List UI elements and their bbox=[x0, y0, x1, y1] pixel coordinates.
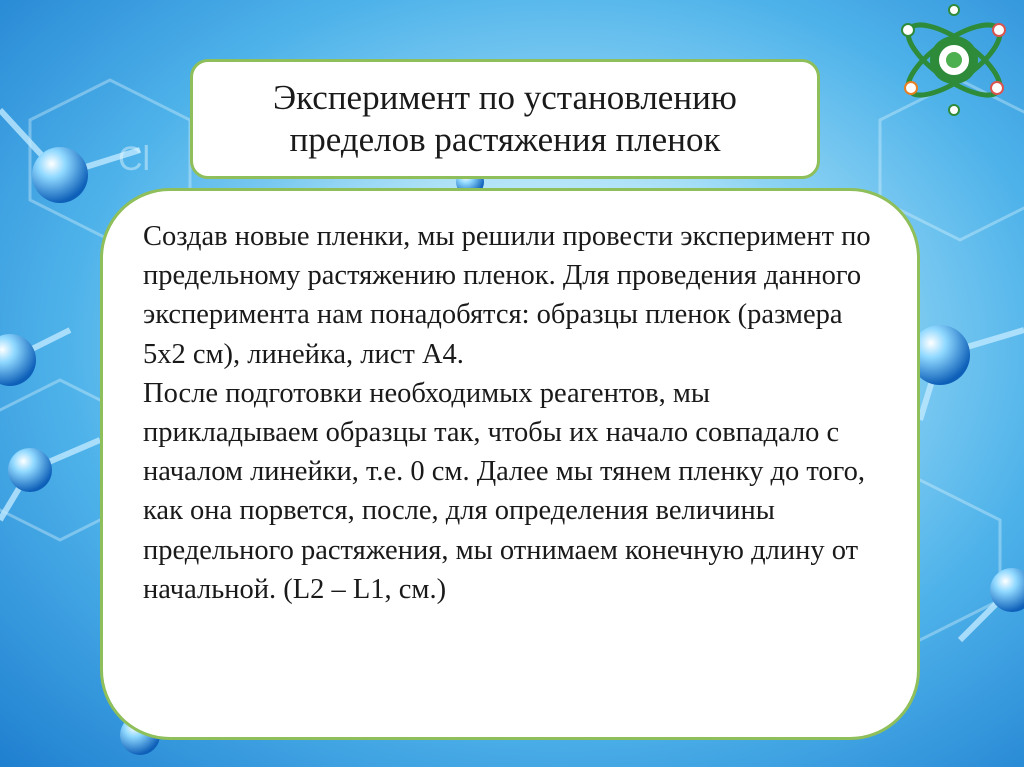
slide-title: Эксперимент по установлению пределов растяжения пленок bbox=[273, 78, 737, 159]
atom-emblem-icon bbox=[893, 2, 1015, 118]
title-box bbox=[190, 59, 820, 179]
background-watermark: Cl bbox=[118, 140, 151, 178]
paragraph-intro: Создав новые пленки, мы решили провести эксперимент по предельному растяжению пленок. Для проведения данного эксперимента нам понадобятся: образцы пленок (размера 5х2 см), линейка, лист А4. bbox=[143, 221, 871, 370]
paragraph-procedure: После подготовки необходимых реагентов, мы прикладываем образцы так, чтобы их начало совпадало с началом линейки, т.е. 0 см. Далее мы тянем пленку до того, как она порвется, после, для определения величины предельного растяжения, мы отнимаем конечную длину от начальной. (L2 – L1, см.) bbox=[143, 377, 866, 605]
content-box bbox=[100, 188, 920, 740]
